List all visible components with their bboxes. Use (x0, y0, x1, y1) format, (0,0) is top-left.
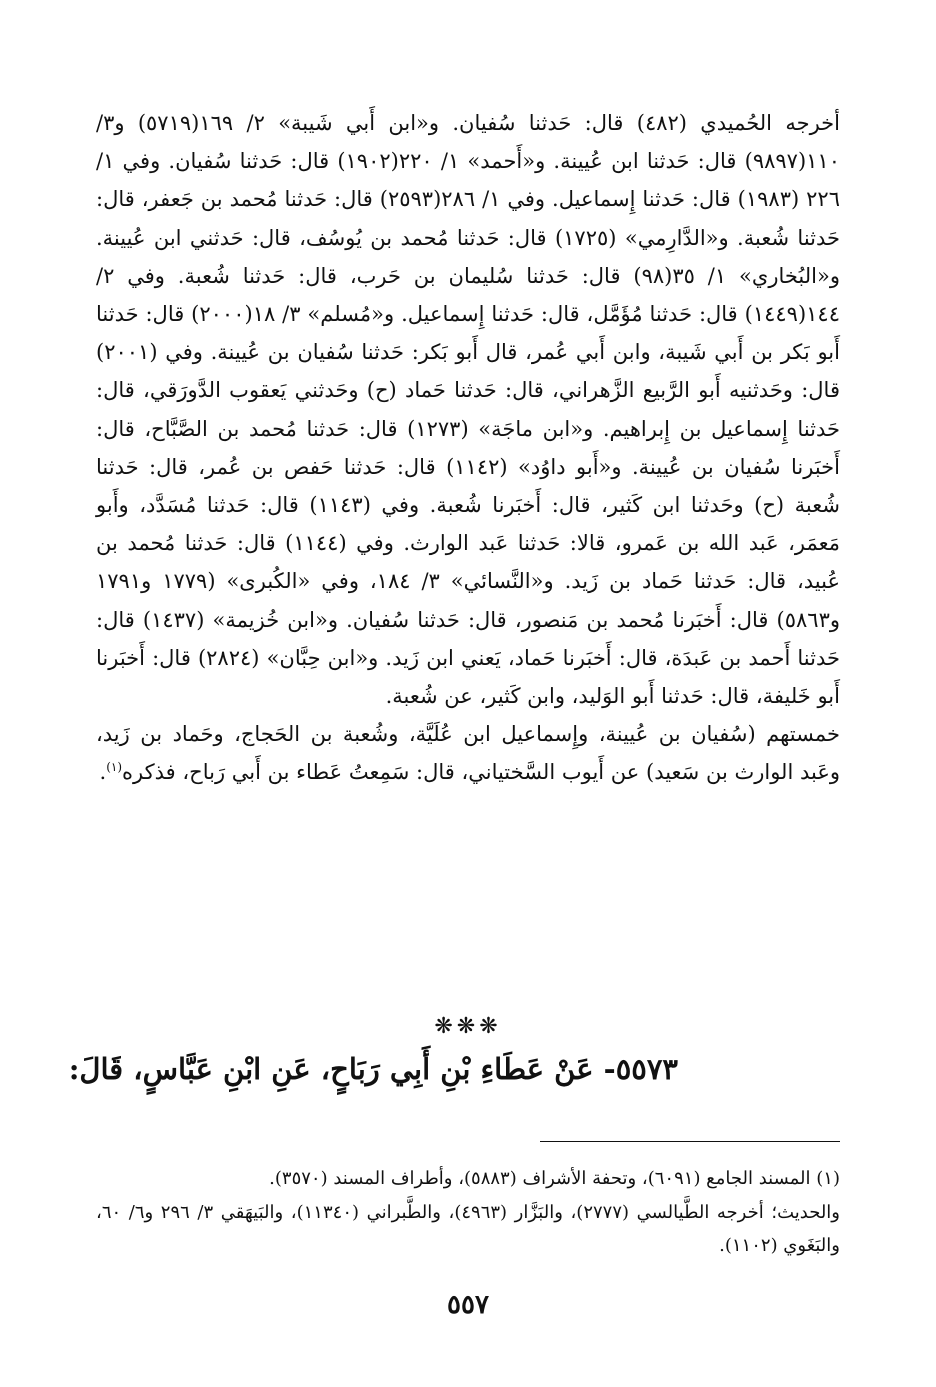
footnote-1-sources: (١) المسند الجامع (٦٠٩١)، وتحفة الأشراف (٥٨٨٣)، وأطراف المسند (٣٥٧٠). (269, 1168, 840, 1189)
isnad-summary-paragraph (96, 715, 840, 791)
isnad-summary-text: خمستهم (سُفيان بن عُيينة، وإِسماعيل ابن عُلَيَّة، وشُعبة بن الحَجاج، وحَماد بن زَيد، وعَبد الوارث بن سَعيد) عن أَيوب السَّختياني، قال: سَمِعتُ عَطاء بن أَبي رَباح، فذكره (96, 722, 840, 785)
takhrij-paragraph: أخرجه الحُميدي (٤٨٢) قال: حَدثنا سُفيان. و«ابن أَبي شَيبة» ٢/ ١٦٩(٥٧١٩) و٣/ ١١٠(٩٨٩٧) قال: حَدثنا ابن عُيينة. و«أَحمد» ١/ ٢٢٠(١٩٠٢) قال: حَدثنا سُفيان. وفي ١/ ٢٢٦ (١٩٨٣) قال: حَدثنا إِسماعيل. وفي ١/ ٢٨٦(٢٥٩٣) قال: حَدثنا مُحمد بن جَعفر، قال: حَدثنا شُعبة. و«الدَّارِمي» (١٧٢٥) قال: حَدثنا مُحمد بن يُوسُف، قال: حَدثني ابن عُيينة. و«البُخاري» ١/ ٣٥(٩٨) قال: حَدثنا سُليمان بن حَرب، قال: حَدثنا شُعبة. وفي ٢/ ١٤٤(١٤٤٩) قال: حَدثنا مُؤَمَّل، قال: حَدثنا إِسماعيل. و«مُسلم» ٣/ ١٨(٢٠٠٠) قال: حَدثنا أَبو بَكر بن أَبي شَيبة، وابن أَبي عُمر، قال أَبو بَكر: حَدثنا سُفيان بن عُيينة. وفي (٢٠٠١) قال: وحَدثنيه أَبو الرَّبيع الزَّهراني، قال: حَدثنا حَماد (ح) وحَدثني يَعقوب الدَّورَقي، قال: حَدثنا إِسماعيل بن إِبراهيم. و«ابن ماجَة» (١٢٧٣) قال: حَدثنا مُحمد بن الصَّبَّاح، قال: أَخبَرنا سُفيان بن عُيينة. و«أَبو داوُد» (١١٤٢) قال: حَدثنا حَفص بن عُمر، قال: حَدثنا شُعبة (ح) وحَدثنا ابن كَثير، قال: أَخبَرنا شُعبة. وفي (١١٤٣) قال: حَدثنا مُسَدَّد، وأَبو مَعمَر، عَبد الله بن عَمرو، قالا: حَدثنا عَبد الوارث. وفي (١١٤٤) قال: حَدثنا مُحمد بن عُبيد، قال: حَدثنا حَماد بن زَيد. و«النَّسائي» ٣/ ١٨٤، وفي «الكُبرى» (١٧٧٩ و١٧٩١ و٥٨٦٣) قال: أَخبَرنا مُحمد بن مَنصور، قال: حَدثنا سُفيان. و«ابن خُزيمة» (١٤٣٧) قال: حَدثنا أَحمد بن عَبدَة، قال: أَخبَرنا حَماد، يَعني ابن زَيد. و«ابن حِبَّان» (٢٨٢٤) قال: أَخبَرنا أَبو خَليفة، قال: حَدثنا أَبو الوَليد، وابن كَثير، عن شُعبة. (96, 111, 841, 709)
footnote-divider-line (540, 1141, 840, 1142)
section-separator-stars: ❋❋❋ (434, 1014, 502, 1039)
footnote-1-hadith-references: والحديث؛ أخرجه الطَّيالسي (٢٧٧٧)، والبَزَّار (٤٩٦٣)، والطَّبراني (١١٣٤٠)، والبَيهَقي ٣/ ٢٩٦ و٦/ ٦٠، والبَغَوي (١١٠٢). (96, 1201, 840, 1256)
footnotes-block (96, 1162, 840, 1263)
main-text-block (96, 104, 840, 792)
sentence-end-period: . (99, 760, 107, 785)
page-number: ٥٥٧ (447, 1290, 489, 1320)
footnote-reference-mark: (١) (106, 760, 123, 775)
hadith-heading: ٥٥٧٣- عَنْ عَطَاءِ بْنِ أَبِي رَبَاحٍ، عَنِ ابْنِ عَبَّاسٍ، قَالَ: (68, 1052, 678, 1086)
